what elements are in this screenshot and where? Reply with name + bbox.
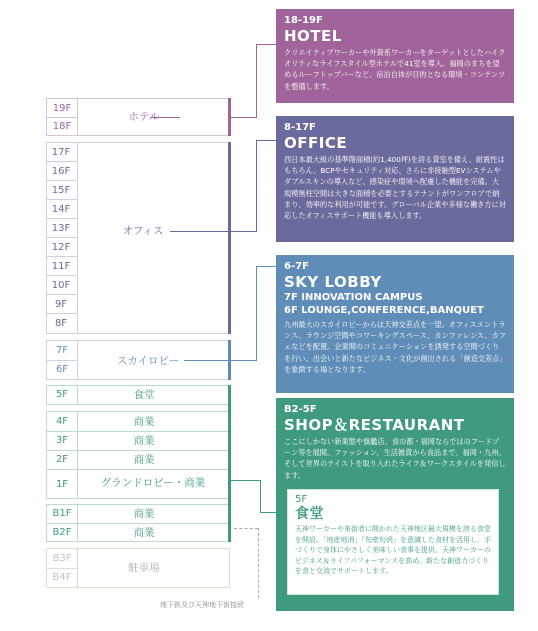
floor-8f: 8F <box>54 318 68 329</box>
hotel-block <box>46 98 230 136</box>
subway-note: 地下鉄及び天神地下街接続 <box>160 601 244 609</box>
shop-connector-v <box>260 480 277 513</box>
lobby-connector-h <box>230 360 256 361</box>
food-hall-label: 食堂 <box>133 389 155 401</box>
floor-12f: 12F <box>51 242 71 253</box>
subway-connector-top <box>234 528 258 529</box>
sky-lobby-card-sub2: 6F LOUNGE,CONFERENCE,BANQUET <box>284 305 484 316</box>
floor-9f: 9F <box>54 299 68 310</box>
sky-lobby-card <box>276 255 514 393</box>
floor-b2f: B2F <box>52 527 72 538</box>
parking-label: 駐車場 <box>128 562 160 574</box>
floor-10f: 10F <box>51 280 71 291</box>
floor-1f: 1F <box>55 479 69 490</box>
shop-card-desc: ここにしかない新業態や旗艦店、食の都・福岡ならではのフードゾーン等を展開。ファッション、生活雑貨から食品まで、福岡・九州、そして世界のテイストを取り入れたライフ＆ワークスタイルを発信します。 <box>284 437 506 480</box>
floor-b1f: B1F <box>52 508 72 519</box>
sky-lobby-card-desc: 九州最大のスカイロビーからは天神交差点を一望。オフィスエントランス、ラウンジ空間やコワーキングスペース、カンファレンス、カフェなどを配置。企業間のコミュニケーションを誘発する空間づくりを行い、出会いと新たなビジネス・文化が創出される「創造交差点」を象徴する場となります。 <box>284 320 506 374</box>
floor-16f: 16F <box>51 166 71 177</box>
hotel-connector-v <box>256 44 277 118</box>
food-hall-card-floors: 5F <box>295 494 308 505</box>
floor-b3f: B3F <box>52 553 72 564</box>
lobby-connector <box>184 360 230 361</box>
office-side-bar <box>228 142 231 334</box>
floor-3f-label: 商業 <box>133 435 155 447</box>
shop-card-floors: B2-5F <box>284 404 317 415</box>
food-hall-card <box>287 489 499 595</box>
floor-11f: 11F <box>51 261 71 272</box>
hotel-connector-h <box>230 117 256 118</box>
floor-2f-label: 商業 <box>133 454 155 466</box>
floor-17f: 17F <box>51 147 71 158</box>
food-hall-card-title: 食堂 <box>295 506 324 522</box>
floor-15f: 15F <box>51 185 71 196</box>
office-card-floors: 8-17F <box>284 122 316 133</box>
sky-lobby-card-floors: 6-7F <box>284 261 309 272</box>
shop-side-bar <box>228 385 231 542</box>
sky-lobby-card-sub1: 7F INNOVATION CAMPUS <box>284 292 423 303</box>
office-block <box>46 142 230 334</box>
floor-19f: 19F <box>52 103 72 114</box>
lobby-label: スカイロビー <box>116 355 180 367</box>
floor-b4f: B4F <box>52 572 72 583</box>
hotel-label: ホテル <box>128 111 160 123</box>
hotel-card-desc: クリエイティブワーカーや外資系ワーカーをターゲットとしたハイクオリティなライフスタイル型ホテルで41室を導入。福岡のまちを望めるルーフトップバーなど、宿泊自体が目的となる環境・コンテンツを整備します。 <box>284 48 506 91</box>
shop-card-title: SHOP＆RESTAURANT <box>284 416 465 434</box>
floors-b1-b2-block <box>46 504 230 542</box>
grand-lobby-label: グランドロビー・商業 <box>100 477 206 489</box>
office-card-desc: 西日本最大級の基準階面積(約1,400坪)を誇る貸室を備え、耐震性はもちろん、BCPやセキュリティ対応、さらに非接触型EVシステムやダブルスキンの導入など、感染症や環境へ配慮した機能を完備。大規模無柱空間は大きな面積を必要とするテナントがワンフロアで納まり、効率的な利用が可能です。グローバル企業や多様な働き方に対応したオフィスサポート機能も導入します。 <box>284 155 506 221</box>
parking-block <box>46 548 230 588</box>
office-label: オフィス <box>122 225 164 237</box>
hotel-connector <box>150 117 180 118</box>
floor-3f: 3F <box>55 435 69 446</box>
lobby-connector-v <box>256 266 277 361</box>
office-card <box>276 116 514 242</box>
shop-connector-h <box>230 480 260 481</box>
floor-6f: 6F <box>55 364 69 375</box>
floor-18f: 18F <box>52 121 72 132</box>
office-card-title: OFFICE <box>284 134 348 152</box>
office-connector <box>170 231 230 232</box>
floor-14f: 14F <box>51 204 71 215</box>
hotel-card-title: HOTEL <box>284 27 342 45</box>
floors-4f-1f-block <box>46 411 230 499</box>
office-connector-h <box>230 231 256 232</box>
floor-13f: 13F <box>51 223 71 234</box>
floor-5f-block <box>46 385 230 405</box>
floor-7f: 7F <box>55 345 69 356</box>
sky-lobby-card-title: SKY LOBBY <box>284 273 382 291</box>
floor-4f: 4F <box>55 416 69 427</box>
floor-2f: 2F <box>55 454 69 465</box>
hotel-card-floors: 18-19F <box>284 15 323 26</box>
office-connector-v <box>256 140 277 232</box>
floor-b1f-label: 商業 <box>133 508 155 520</box>
hotel-card <box>276 9 514 103</box>
food-hall-card-desc: 天神ワーカーや来街者に開かれた天神地区最大規模を誇る食堂を開設。「地産地消」「旬産旬消」を意識した食材を活用し、手づくりで身体にやさしく美味しい食事を提供。天神ワーカーのビジネス＆ライフパフォーマンスを高め、新たな創造力づくりを食と交流でサポートします。 <box>295 525 491 575</box>
subway-connector <box>258 528 259 598</box>
floor-4f-label: 商業 <box>133 416 155 428</box>
floor-5f: 5F <box>55 389 69 400</box>
floor-b2f-label: 商業 <box>133 527 155 539</box>
